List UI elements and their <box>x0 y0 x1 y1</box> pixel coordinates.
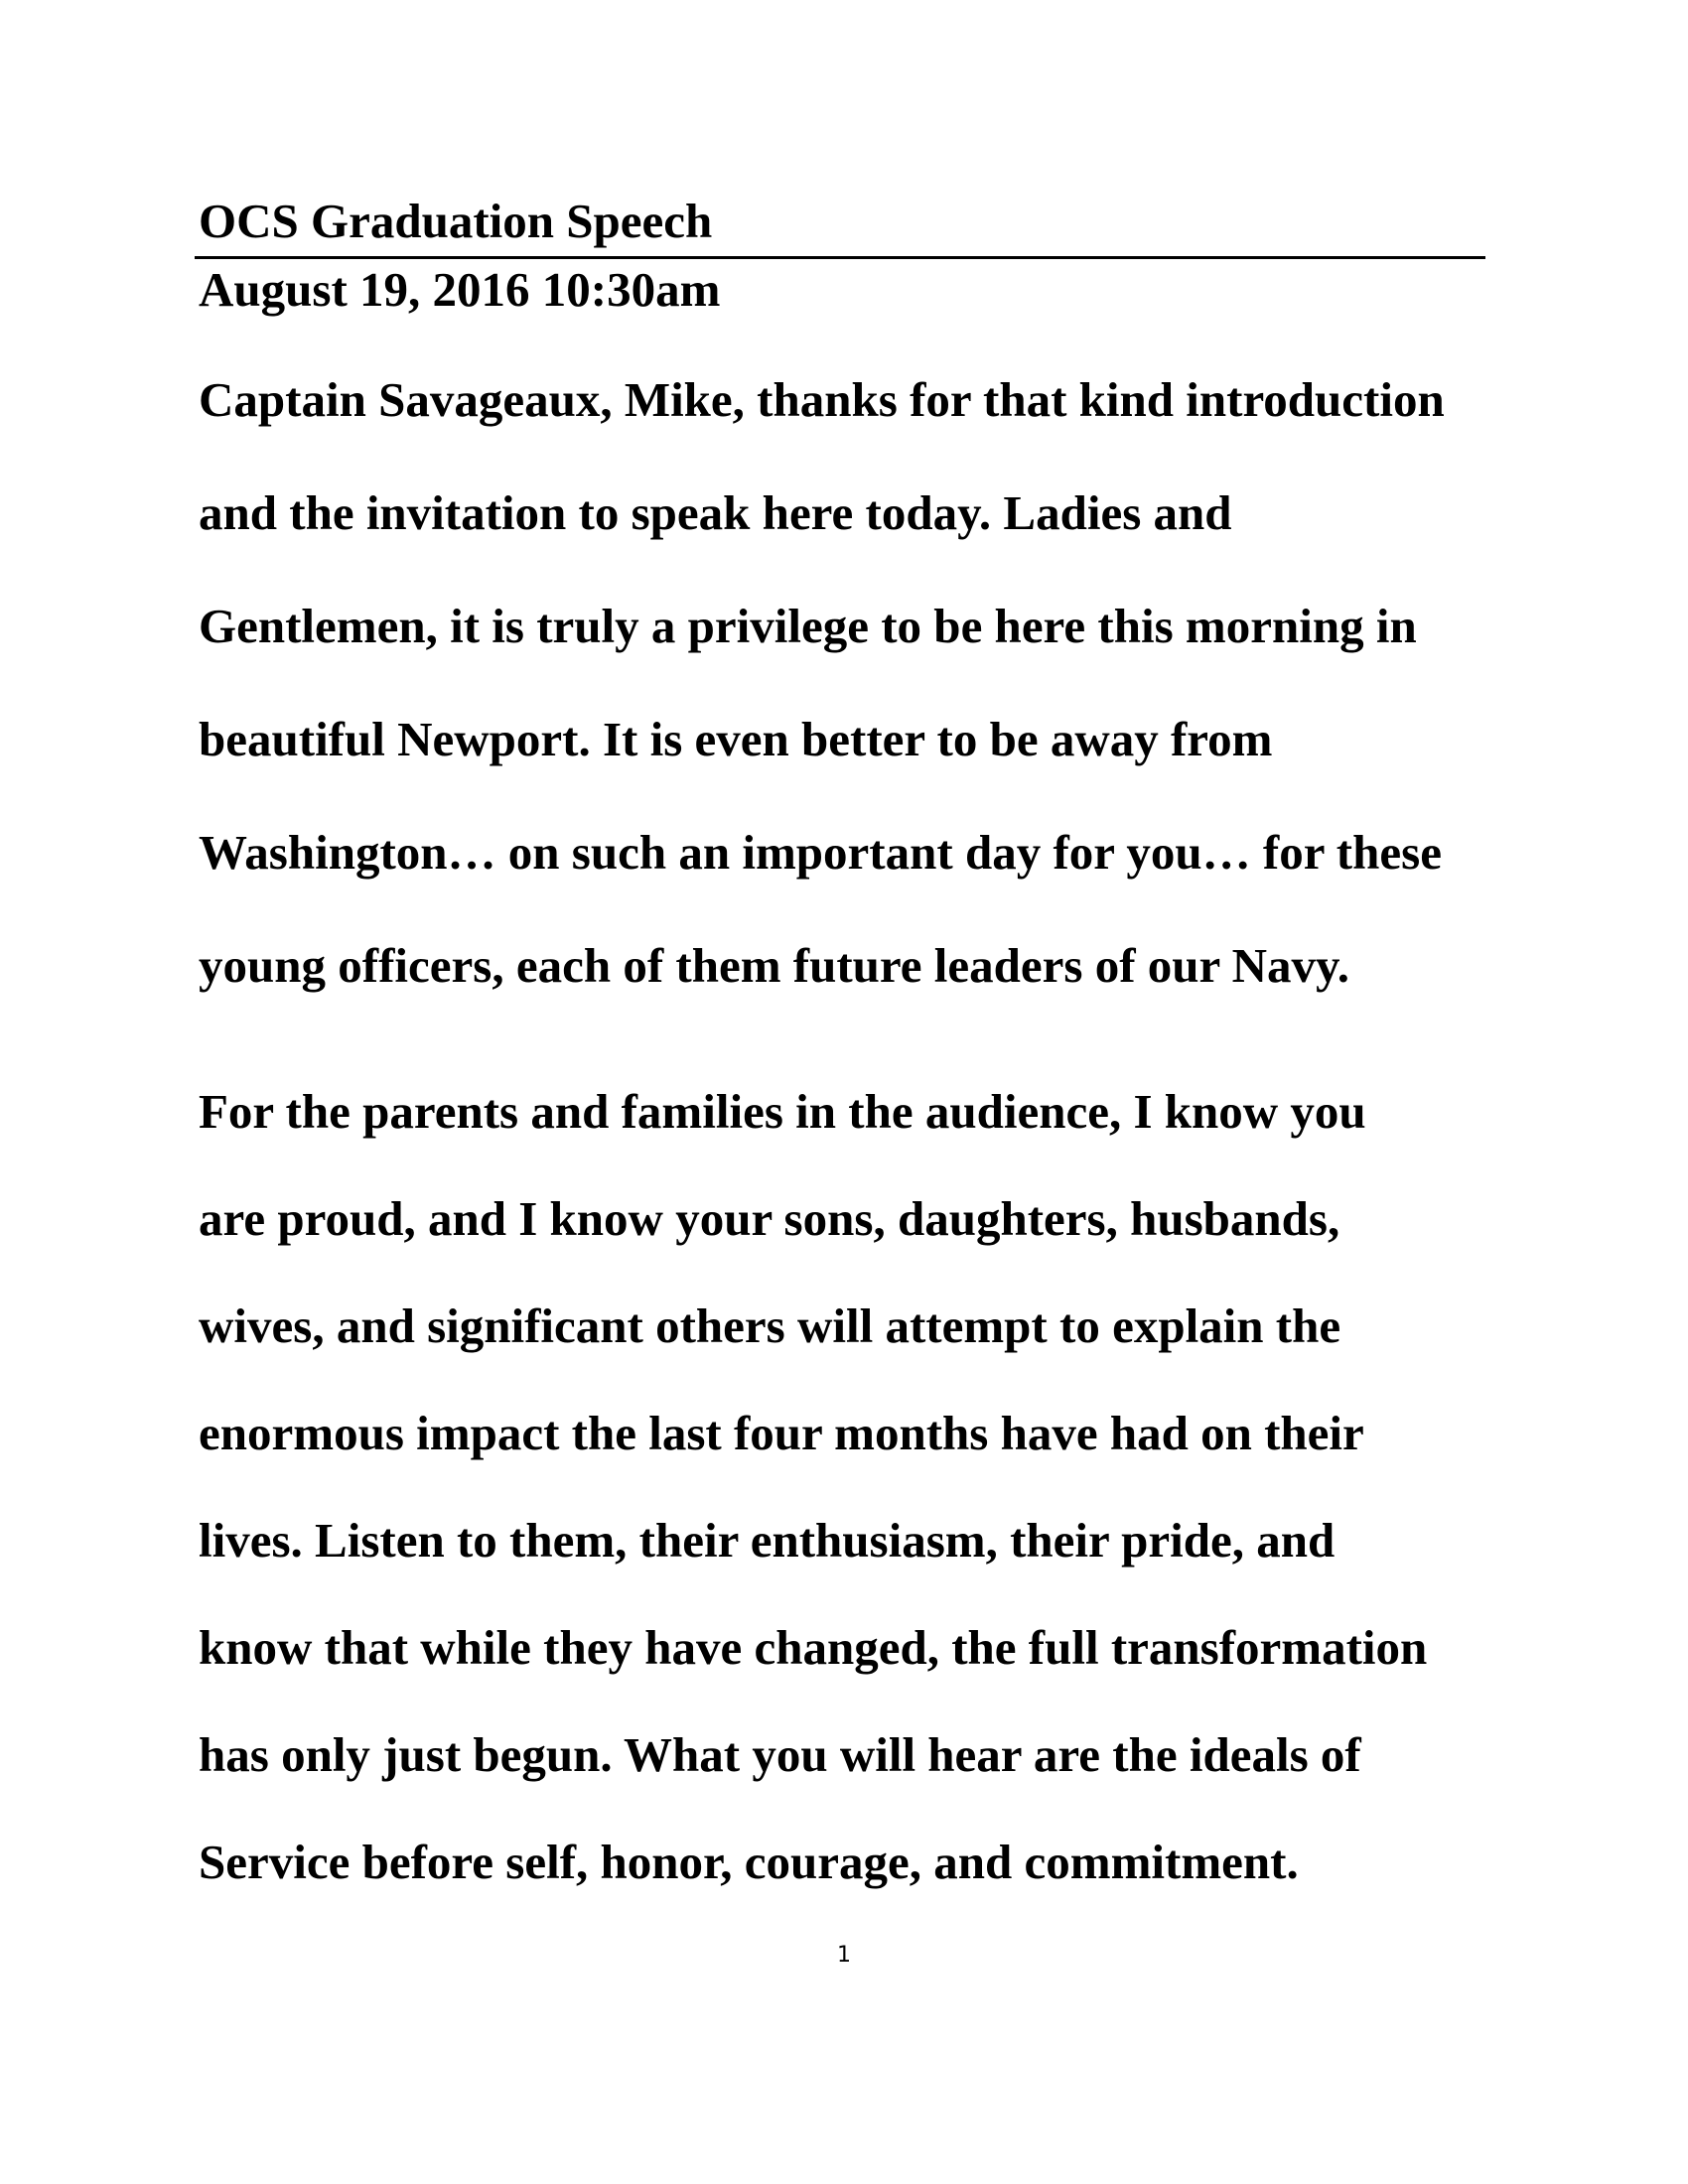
paragraph-line: Captain Savageaux, Mike, thanks for that kind introduction <box>199 372 1445 427</box>
paragraph-line: For the parents and families in the audience, I know you <box>199 1084 1366 1139</box>
paragraph-line: young officers, each of them future leaders of our Navy. <box>199 938 1350 993</box>
paragraph-line: enormous impact the last four months have had on their <box>199 1406 1364 1460</box>
document-title: OCS Graduation Speech <box>199 194 713 248</box>
paragraph-line: and the invitation to speak here today. Ladies and <box>199 485 1232 540</box>
title-underline <box>195 256 1485 259</box>
paragraph-line: are proud, and I know your sons, daughters, husbands, <box>199 1191 1340 1246</box>
document-date: August 19, 2016 10:30am <box>199 262 721 317</box>
paragraph-line: has only just begun. What you will hear are the ideals of <box>199 1727 1361 1782</box>
paragraph-line: lives. Listen to them, their enthusiasm, their pride, and <box>199 1513 1336 1568</box>
paragraph-line: know that while they have changed, the full transformation <box>199 1620 1428 1675</box>
paragraph-line: Service before self, honor, courage, and commitment. <box>199 1835 1299 1889</box>
paragraph-line: Gentlemen, it is truly a privilege to be here this morning in <box>199 599 1417 653</box>
paragraph-line: wives, and significant others will attempt to explain the <box>199 1298 1341 1353</box>
page-number: 1 <box>837 1943 851 1968</box>
paragraph-line: beautiful Newport. It is even better to be away from <box>199 712 1273 766</box>
paragraph-line: Washington… on such an important day for you… for these <box>199 825 1442 880</box>
